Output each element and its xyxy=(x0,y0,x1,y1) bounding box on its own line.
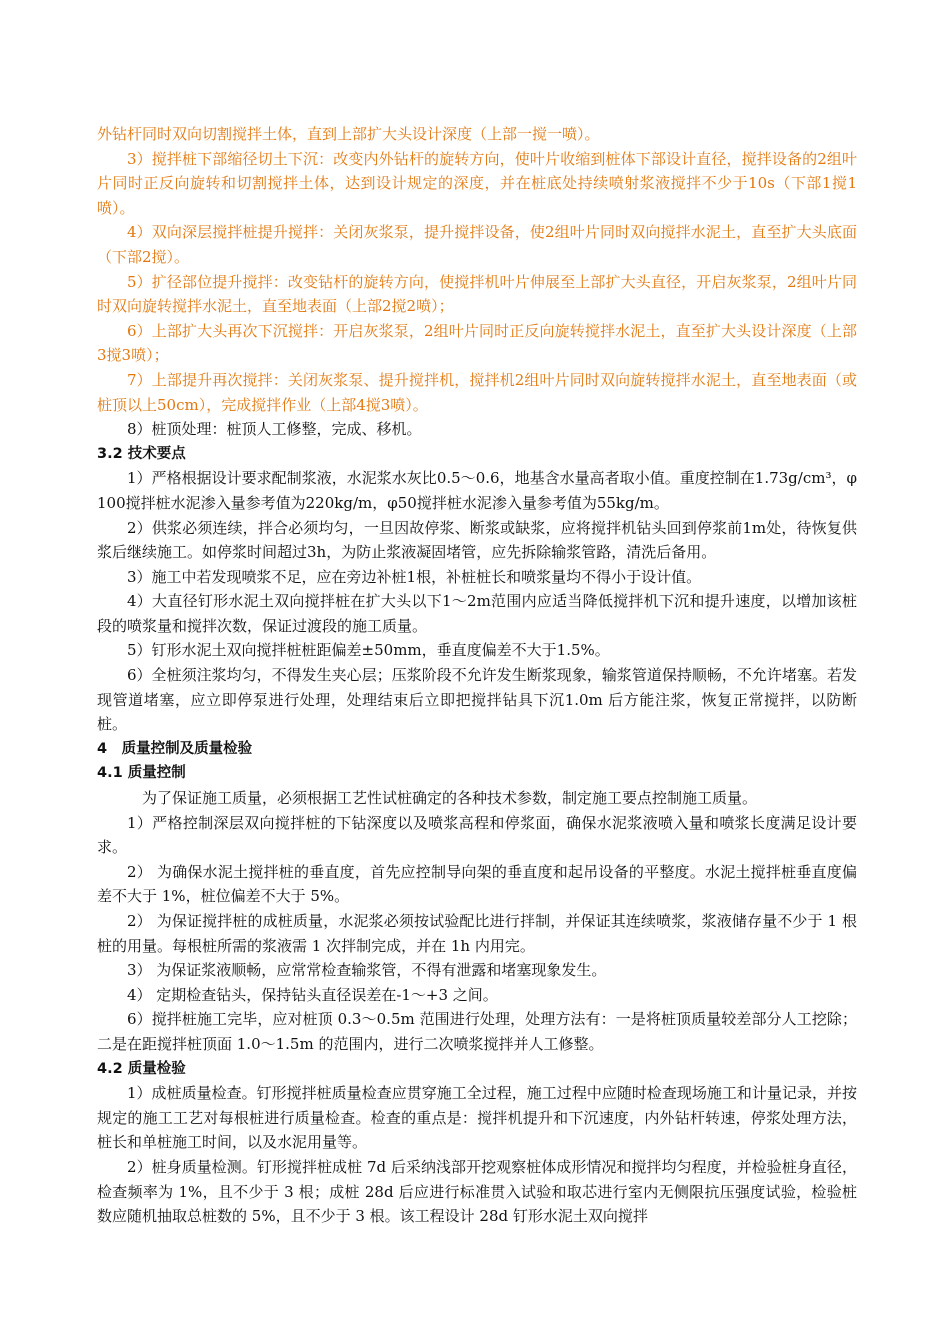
paragraph: 4）双向深层搅拌桩提升搅拌：关闭灰浆泵，提升搅拌设备，使2组叶片同时双向搅拌水泥土，直至扩大头底面（下部2搅）。 xyxy=(97,223,857,266)
paragraph: 7）上部提升再次搅拌：关闭灰浆泵、提升搅拌机，搅拌机2组叶片同时双向旋转搅拌水泥土，直至地表面（或桩顶以上50cm），完成搅拌作业（上部4搅3喷）。 xyxy=(97,370,857,414)
paragraph: 2）供浆必须连续，拌合必须均匀，一旦因故停浆、断浆或缺浆，应将搅拌机钻头回到停浆前1m处，待恢复供浆后继续施工。如停浆时间超过3h，为防止浆液凝固堵管，应先拆除输浆管路，清洗后备用。 xyxy=(97,518,857,562)
paragraph: 8）桩顶处理：桩顶人工修整，完成、移机。 xyxy=(127,420,422,439)
paragraph: 3） 为保证浆液顺畅，应常常检查输浆管，不得有泄露和堵塞现象发生。 xyxy=(127,961,607,980)
paragraph: 5）钉形水泥土双向搅拌桩桩距偏差±50mm，垂直度偏差不大于1.5%。 xyxy=(127,641,610,660)
paragraph: 6）全桩须注浆均匀，不得发生夹心层；压浆阶段不允许发生断浆现象，输浆管道保持顺畅，不允许堵塞。若发现管道堵塞，应立即停泵进行处理，处理结束后立即把搅拌钻具下沉1.0m 后方能注浆，恢复正常搅拌，以防断桩。 xyxy=(97,666,857,734)
paragraph: 3）搅拌桩下部缩径切土下沉：改变内外钻杆的旋转方向，使叶片收缩到桩体下部设计直径，搅拌设备的2组叶片同时正反向旋转和切割搅拌土体，达到设计规定的深度，并在桩底处持续喷射浆液搅拌不少于10s（下部1搅1喷）。 xyxy=(97,149,857,217)
paragraph: 3）施工中若发现喷浆不足，应在旁边补桩1根，补桩桩长和喷浆量均不得小于设计值。 xyxy=(127,567,702,586)
paragraph: 5）扩径部位提升搅拌：改变钻杆的旋转方向，使搅拌机叶片伸展至上部扩大头直径，开启灰浆泵，2组叶片同时双向旋转搅拌水泥土，直至地表面（上部2搅2喷）； xyxy=(97,272,857,316)
paragraph: 1）严格根据设计要求配制浆液，水泥浆水灰比0.5～0.6，地基含水量高者取小值。重度控制在1.73g/cm³，φ100搅拌桩水泥渗入量参考值为220kg/m，φ50搅拌桩水泥渗入量参考值为55kg/m。 xyxy=(97,469,857,512)
paragraph: 1）成桩质量检查。钉形搅拌桩质量检查应贯穿施工全过程，施工过程中应随时检查现场施工和计量记录，并按规定的施工工艺对每根桩进行质量检查。检查的重点是：搅拌机提升和下沉速度，内外钻杆转速，停浆处理方法，桩长和单桩施工时间，以及水泥用量等。 xyxy=(97,1084,857,1152)
section-heading: 4.2 质量检验 xyxy=(97,1060,186,1077)
section-heading: 4.1 质量控制 xyxy=(97,765,186,782)
paragraph: 为了保证施工质量，必须根据工艺性试桩确定的各种技术参数，制定施工要点控制施工质量。 xyxy=(142,789,758,808)
paragraph: 外钻杆同时双向切割搅拌土体，直到上部扩大头设计深度（上部一搅一喷）。 xyxy=(97,125,600,143)
paragraph: 2） 为确保水泥土搅拌桩的垂直度，首先应控制导向架的垂直度和起吊设备的平整度。水泥土搅拌桩垂直度偏差不大于 1%，桩位偏差不大于 5%。 xyxy=(97,862,857,906)
paragraph: 2） 为保证搅拌桩的成桩质量，水泥浆必须按试验配比进行拌制，并保证其连续喷浆，浆液储存量不少于 1 根桩的用量。每根桩所需的浆液需 1 次拌制完成，并在 1h 内用完。 xyxy=(97,912,857,955)
paragraph: 4） 定期检查钻头，保持钻头直径误差在-1～+3 之间。 xyxy=(127,985,498,1004)
document-body xyxy=(97,122,857,1229)
paragraph: 1）严格控制深层双向搅拌桩的下钻深度以及喷浆高程和停浆面，确保水泥浆液喷入量和喷浆长度满足设计要求。 xyxy=(97,813,857,857)
paragraph: 2）桩身质量检测。钉形搅拌桩成桩 7d 后采纳浅部开挖观察桩体成形情况和搅拌均匀程度，并检验桩身直径，检查频率为 1%，且不少于 3 根；成桩 28d 后应进行标准贯入试验和取芯进行室内无侧限抗压强度试验，检验桩数应随机抽取总桩数的 5%，且不少于 3 根。该工程设计 28d 钉形水泥土双向搅拌 xyxy=(97,1157,857,1226)
section-heading: 4 质量控制及质量检验 xyxy=(97,740,253,757)
section-heading: 3.2 技术要点 xyxy=(97,445,186,462)
paragraph: 6）搅拌桩施工完毕，应对桩顶 0.3～0.5m 范围进行处理，处理方法有：一是将桩顶质量较差部分人工挖除；二是在距搅拌桩顶面 1.0～1.5m 的范围内，进行二次喷浆搅拌并人工修整。 xyxy=(97,1010,857,1053)
paragraph: 4）大直径钉形水泥土双向搅拌桩在扩大头以下1～2m范围内应适当降低搅拌机下沉和提升速度，以增加该桩段的喷浆量和搅拌次数，保证过渡段的施工质量。 xyxy=(97,592,857,635)
paragraph: 6）上部扩大头再次下沉搅拌：开启灰浆泵，2组叶片同时正反向旋转搅拌水泥土，直至扩大头设计深度（上部3搅3喷）； xyxy=(97,321,857,365)
